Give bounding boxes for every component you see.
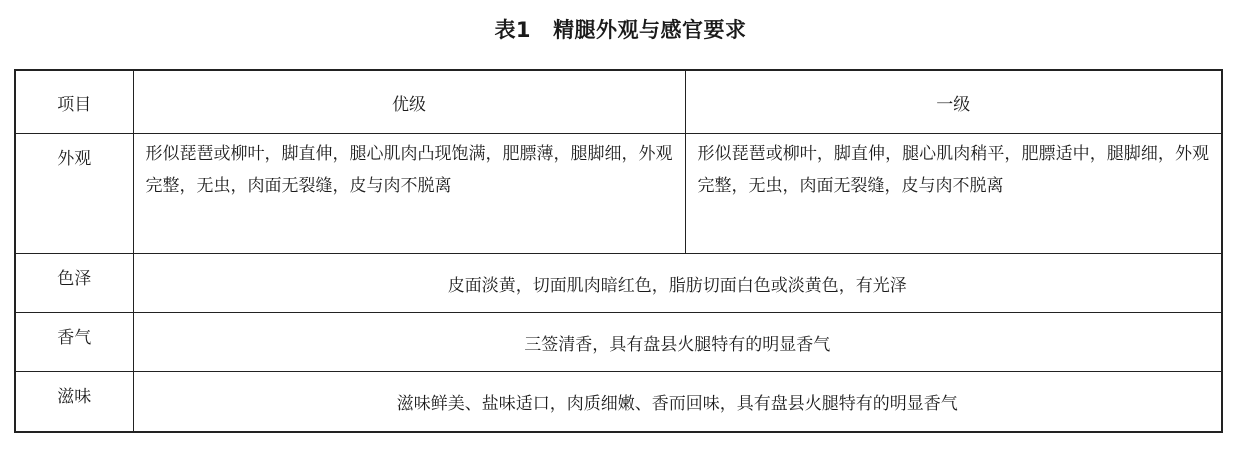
table-row-taste <box>15 372 1222 432</box>
appearance-first: 形似琵琶或柳叶，脚直伸，腿心肌肉稍平，肥膘适中，腿脚细，外观完整，无虫，肉面无裂缝，皮与肉不脱离 <box>685 134 1222 254</box>
color-requirement: 皮面淡黄，切面肌肉暗红色，脂肪切面白色或淡黄色，有光泽 <box>133 254 1222 313</box>
table-row-appearance <box>15 134 1222 254</box>
aroma-requirement: 三签清香，具有盘县火腿特有的明显香气 <box>133 313 1222 372</box>
appearance-superior: 形似琵琶或柳叶，脚直伸，腿心肌肉凸现饱满，肥膘薄，腿脚细，外观完整，无虫，肉面无裂缝，皮与肉不脱离 <box>133 134 685 254</box>
taste-requirement: 滋味鲜美、盐味适口，肉质细嫩、香而回味，具有盘县火腿特有的明显香气 <box>133 372 1222 432</box>
header-item: 项目 <box>15 70 133 134</box>
table-row-aroma <box>15 313 1222 372</box>
item-color: 色泽 <box>15 254 133 313</box>
header-grade-superior: 优级 <box>133 70 685 134</box>
table-row-color <box>15 254 1222 313</box>
table-title: 精腿外观与感官要求 <box>553 18 747 42</box>
table-caption <box>0 14 1241 44</box>
table-number: 表1 <box>494 18 532 42</box>
header-grade-first: 一级 <box>685 70 1222 134</box>
item-appearance: 外观 <box>15 134 133 254</box>
item-taste: 滋味 <box>15 372 133 432</box>
requirements-table <box>14 69 1223 433</box>
table-header-row <box>15 70 1222 134</box>
item-aroma: 香气 <box>15 313 133 372</box>
